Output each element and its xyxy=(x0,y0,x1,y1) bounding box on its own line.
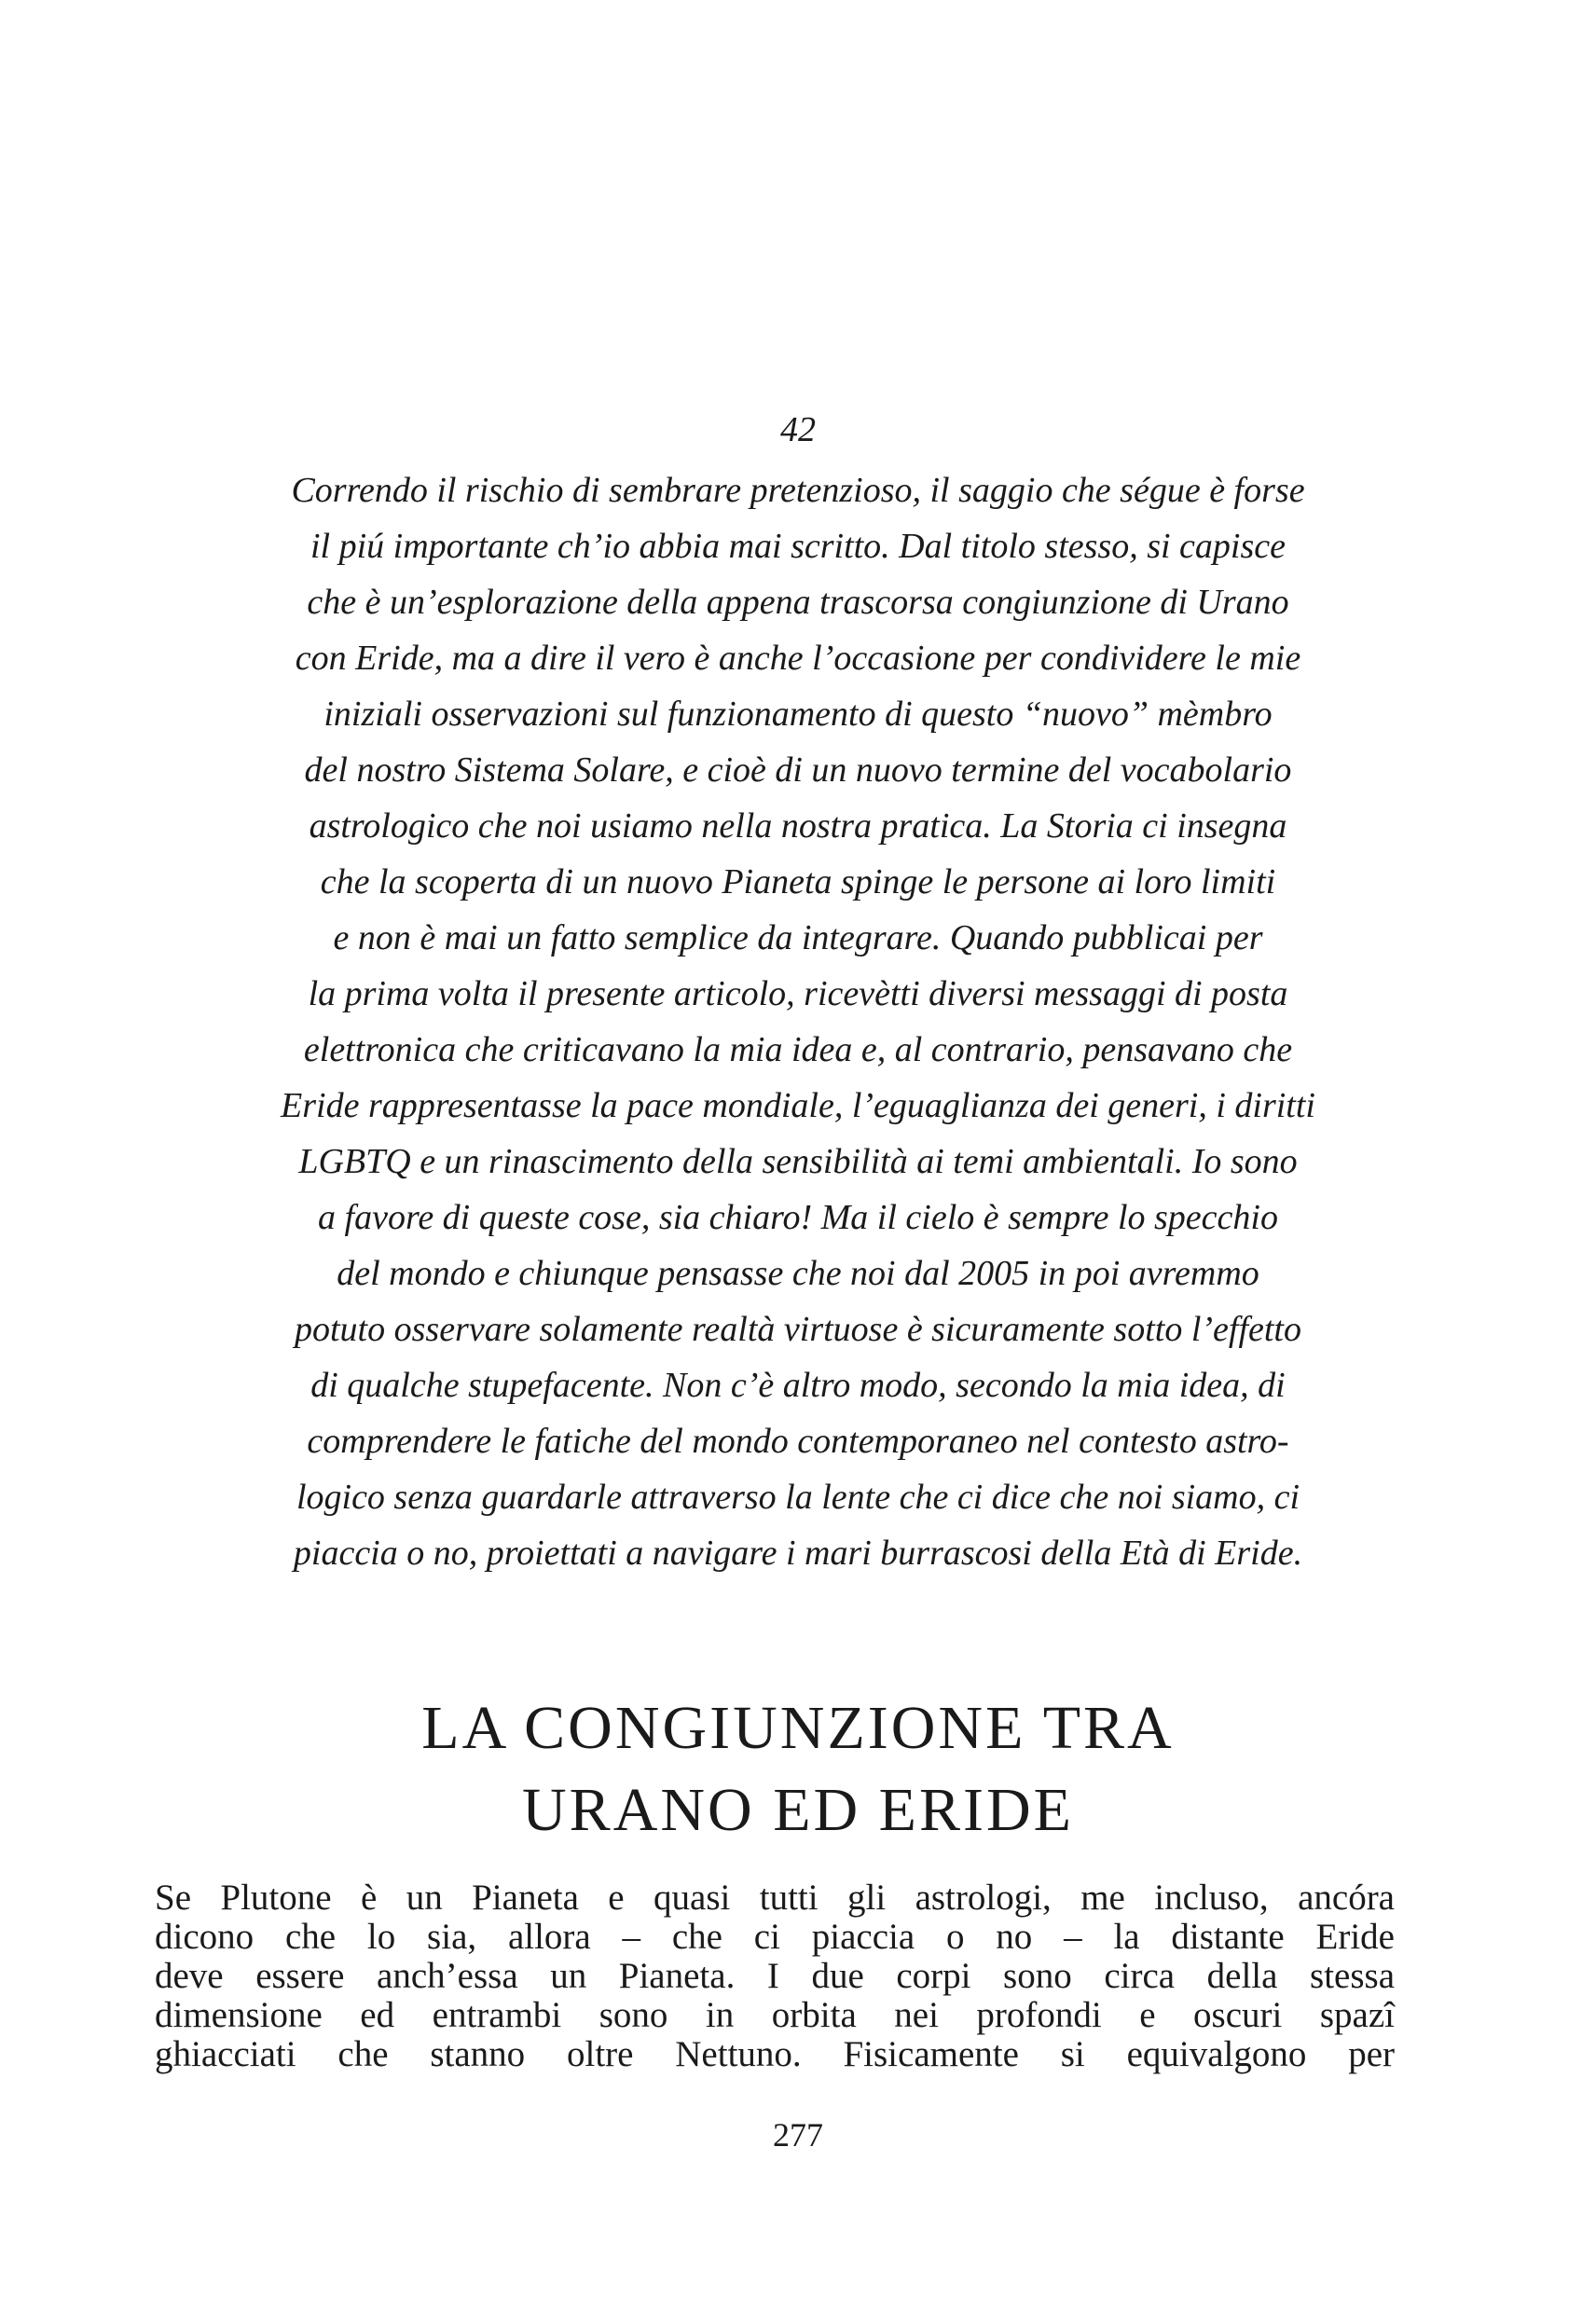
epigraph-line: LGBTQ e un rinascimento della sensibilità ai temi ambientali. Io sono xyxy=(298,1142,1298,1181)
page-number: 277 xyxy=(773,2116,823,2154)
section-heading-line: LA CONGIUNZIONE TRA xyxy=(421,1694,1175,1762)
epigraph-line: potuto osservare solamente realtà virtuose è sicuramente sotto l’effetto xyxy=(295,1310,1301,1349)
body-line: dicono che lo sia, allora – che ci piaccia o no – la distante Eride xyxy=(155,1917,1395,1957)
epigraph-line: astrologico che noi usiamo nella nostra pratica. La Storia ci insegna xyxy=(309,806,1287,846)
body-line: Se Plutone è un Pianeta e quasi tutti gli astrologi, me incluso, ancóra xyxy=(155,1878,1395,1918)
epigraph-line: e non è mai un fatto semplice da integrare. Quando pubblicai per xyxy=(333,918,1263,957)
chapter-number: 42 xyxy=(780,410,816,449)
epigraph-line: che la scoperta di un nuovo Pianeta spinge le persone ai loro limiti xyxy=(320,862,1276,901)
section-heading-line: URANO ED ERIDE xyxy=(522,1776,1074,1844)
epigraph-line: comprendere le fatiche del mondo contemporaneo nel contesto astro- xyxy=(307,1422,1289,1461)
epigraph-line: Eride rappresentasse la pace mondiale, l’eguaglianza dei generi, i diritti xyxy=(281,1086,1315,1125)
epigraph-line: iniziali osservazioni sul funzionamento di questo “nuovo” mèmbro xyxy=(323,695,1273,734)
epigraph-line: logico senza guardarle attraverso la lente che ci dice che noi siamo, ci xyxy=(296,1478,1300,1517)
body-line: ghiacciati che stanno oltre Nettuno. Fisicamente si equivalgono per xyxy=(155,2034,1395,2074)
epigraph-line: la prima volta il presente articolo, ricevètti diversi messaggi di posta xyxy=(308,974,1288,1013)
epigraph-line: con Eride, ma a dire il vero è anche l’occasione per condividere le mie xyxy=(295,639,1301,678)
epigraph-line: Correndo il rischio di sembrare pretenzioso, il saggio che ségue è forse xyxy=(291,471,1305,510)
epigraph-line: di qualche stupefacente. Non c’è altro modo, secondo la mia idea, di xyxy=(310,1366,1286,1405)
epigraph-line: del mondo e chiunque pensasse che noi dal 2005 in poi avremmo xyxy=(337,1254,1259,1293)
epigraph-line: elettronica che criticavano la mia idea e, al contrario, pensavano che xyxy=(303,1030,1293,1069)
epigraph xyxy=(0,462,1596,1581)
body-paragraph xyxy=(155,1878,1395,2074)
body-line: deve essere anch’essa un Pianeta. I due corpi sono circa della stessa xyxy=(155,1956,1395,1996)
epigraph-line: del nostro Sistema Solare, e cioè di un nuovo termine del vocabolario xyxy=(304,750,1292,790)
epigraph-line: il piú importante ch’io abbia mai scritto. Dal titolo stesso, si capisce xyxy=(310,527,1286,566)
epigraph-line: che è un’esplorazione della appena trascorsa congiunzione di Urano xyxy=(307,583,1289,622)
epigraph-line: piaccia o no, proiettati a navigare i mari burrascosi della Età di Eride. xyxy=(293,1534,1303,1573)
epigraph-line: a favore di queste cose, sia chiaro! Ma il cielo è sempre lo specchio xyxy=(318,1198,1278,1237)
section-heading xyxy=(0,1687,1596,1851)
body-line: dimensione ed entrambi sono in orbita nei profondi e oscuri spazî xyxy=(155,1995,1395,2035)
